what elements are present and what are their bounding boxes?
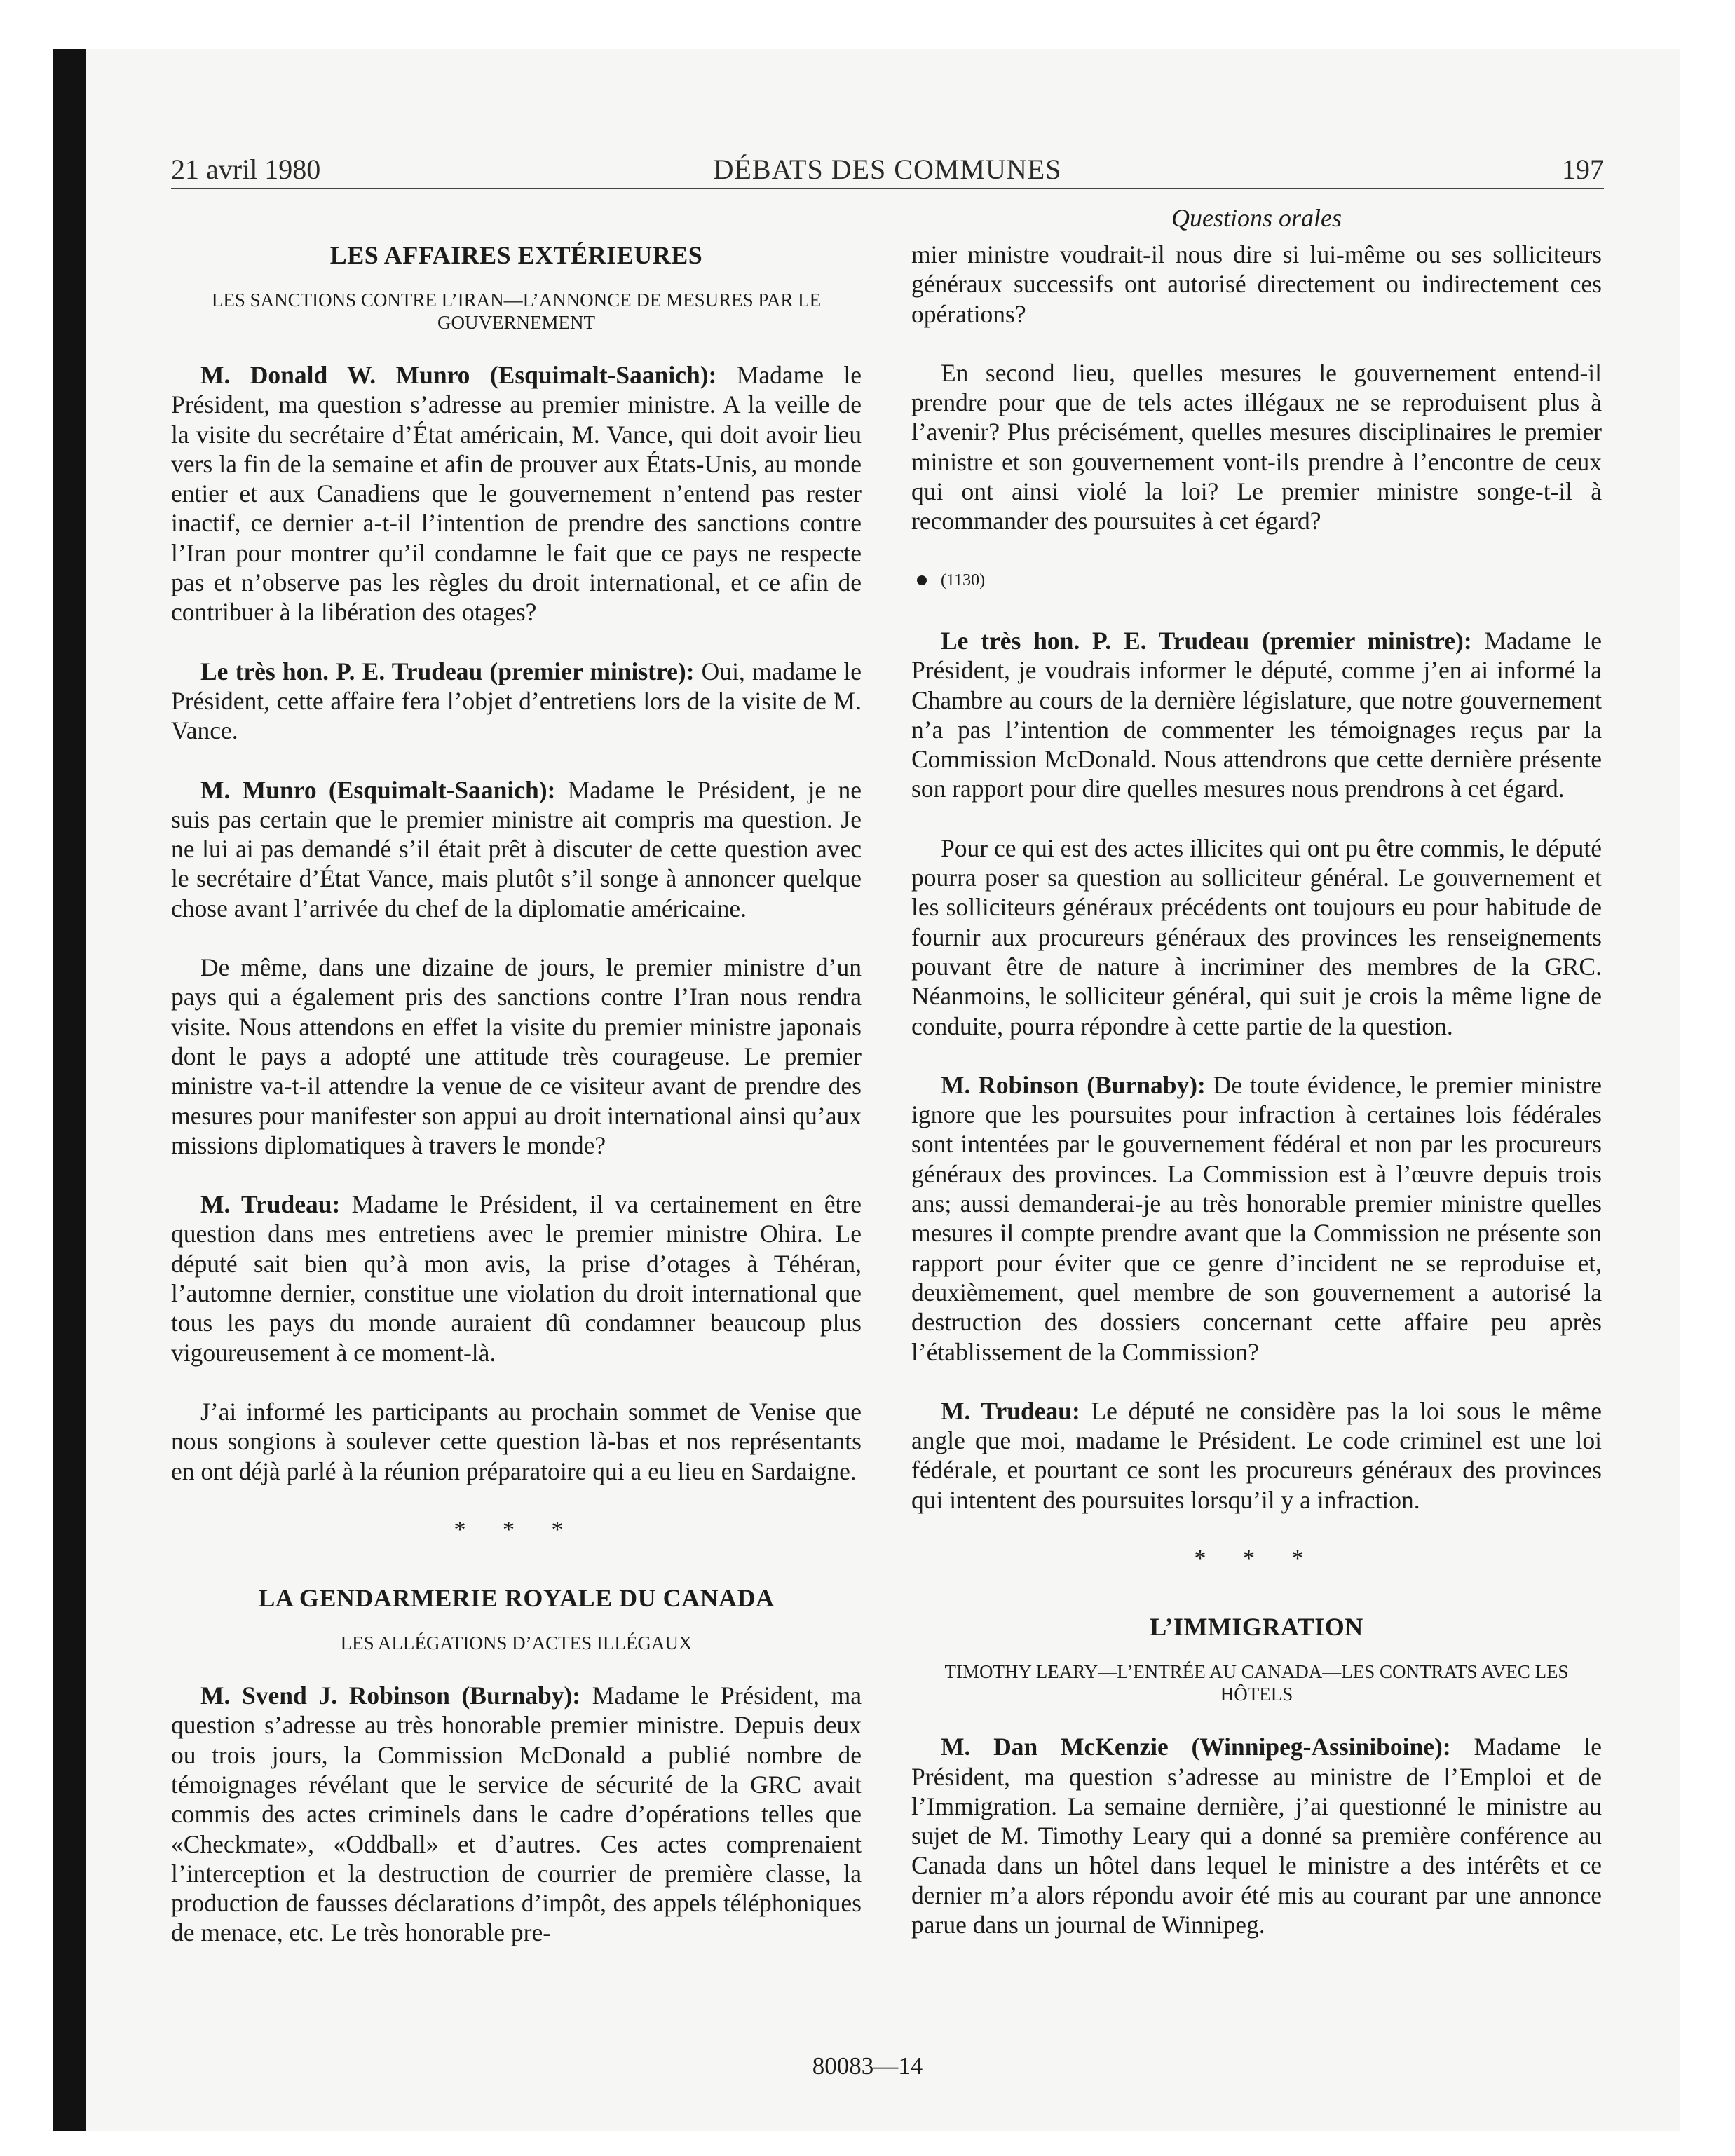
section-separator: * * * bbox=[1194, 1545, 1319, 1571]
header-page-number: 197 bbox=[1562, 153, 1604, 185]
paragraph bbox=[911, 1070, 1602, 1367]
paragraph bbox=[171, 1681, 862, 1948]
paragraph-text: De toute évidence, le premier ministre ignore que les poursuites pour infraction à certaines lois fédérales sont intentées par le gouvernement fédéral et non par les procureurs généraux des provinces. La Commission est à l’œuvre depuis trois ans; aussi demanderai-je au très honorable premier ministre quelles mesures il compte prendre avant que la Commission ne présente son rapport pour éviter que ce genre d’incident ne se reproduise et, deuxièmement, quel membre de son gouvernement a autorisé la destruction des dossiers concernant cette affaire peu après l’établissement de la Commission? bbox=[911, 1070, 1602, 1366]
header-title: DÉBATS DES COMMUNES bbox=[713, 153, 1062, 185]
paragraph-text: Madame le Président, je ne suis pas certain que le premier ministre ait compris ma question. Je ne lui ai pas demandé s’il était prêt à discuter de cette question avec le secrétaire d’État Vance, mais plutôt s’il songe à annoncer quelque chose avant l’arrivée du chef de la diplomatie américaine. bbox=[171, 775, 862, 922]
paragraph: En second lieu, quelles mesures le gouvernement entend-il prendre pour que de tels actes illégaux ne se reproduisent plus à l’avenir? Plus précisément, quelles mesures disciplinaires le premier ministre et son gouvernement vont-ils prendre à l’encontre de ceux qui ont ainsi violé la loi? Le premier ministre songe-t-il à recommander des poursuites à cet égard? bbox=[911, 358, 1602, 535]
speaker-name: M. Donald W. Munro (Esquimalt-Saanich): bbox=[200, 361, 717, 389]
timestamp bbox=[917, 566, 1602, 595]
speaker-name: M. Trudeau: bbox=[941, 1396, 1080, 1425]
footer-code: 80083—14 bbox=[812, 2052, 923, 2080]
speaker-name: M. Dan McKenzie (Winnipeg-Assiniboine): bbox=[941, 1733, 1451, 1761]
bullet-icon bbox=[917, 575, 927, 585]
paragraph bbox=[911, 1732, 1602, 1939]
speaker-name: Le très hon. P. E. Trudeau (premier ministre): bbox=[200, 657, 695, 685]
left-column bbox=[171, 203, 862, 1977]
paragraph-text: Madame le Président, ma question s’adresse au très honorable premier ministre. Depuis deux ou trois jours, la Commission McDonald a publié nombre de témoignages révélant que le service de sécurité de la GRC avait commis des actes criminels dans le cadre d’opérations telles que «Checkmate», «Oddball» et d’autres. Ces actes comprenaient l’interception et la destruction de courrier de première classe, la production de fausses déclarations d’impôt, des appels téléphoniques de menace, etc. Le très honorable pre- bbox=[171, 1681, 862, 1947]
paragraph: Pour ce qui est des actes illicites qui ont pu être commis, le député pourra poser sa question au solliciteur général. Le gouvernement et les solliciteurs généraux précédents ont toujours eu pour habitude de fournir aux procureurs généraux des provinces les renseignements pouvant être de nature à incriminer des membres de la GRC. Néanmoins, le solliciteur général, qui suit je crois la même ligne de conduite, pourra répondre à cette partie de la question. bbox=[911, 833, 1602, 1040]
section-subhead: LES ALLÉGATIONS D’ACTES ILLÉGAUX bbox=[340, 1632, 693, 1654]
right-column bbox=[911, 203, 1602, 1969]
speaker-name: M. Trudeau: bbox=[200, 1190, 341, 1219]
section-separator: * * * bbox=[454, 1516, 579, 1543]
section-title: L’IMMIGRATION bbox=[1150, 1613, 1363, 1642]
section-title: LA GENDARMERIE ROYALE DU CANADA bbox=[258, 1584, 775, 1613]
speaker-name: M. Svend J. Robinson (Burnaby): bbox=[200, 1681, 581, 1710]
speaker-name: M. Robinson (Burnaby): bbox=[941, 1070, 1206, 1099]
paragraph-text: Le député ne considère pas la loi sous le même angle que moi, madame le Président. Le code criminel est une loi fédérale, et pourtant ce sont les procureurs généraux des provinces qui intentent des poursuites lorsqu’il y a infraction. bbox=[911, 1396, 1602, 1514]
header-rule bbox=[171, 188, 1604, 189]
paragraph-text: Madame le Président, il va certainement en être question dans mes entretiens avec le premier ministre Ohira. Le député sait bien qu’à mon avis, la prise d’otages à Téhéran, l’automne dernier, constitue une violation du droit international que tous les pays du monde auraient dû condamner beaucoup plus vigoureusement à ce moment-là. bbox=[171, 1190, 862, 1367]
section-title: LES AFFAIRES EXTÉRIEURES bbox=[329, 241, 703, 269]
section-subhead: TIMOTHY LEARY—L’ENTRÉE AU CANADA—LES CONTRATS AVEC LES HÔTELS bbox=[944, 1661, 1569, 1705]
paragraph bbox=[171, 657, 862, 746]
paragraph-text: Oui, madame le Président, cette affaire fera l’objet d’entretiens lors de la visite de M. Vance. bbox=[171, 657, 862, 745]
speaker-name: M. Munro (Esquimalt-Saanich): bbox=[200, 775, 556, 804]
paragraph bbox=[911, 1396, 1602, 1515]
running-head: Questions orales bbox=[1171, 204, 1342, 232]
section-subhead: LES SANCTIONS CONTRE L’IRAN—L’ANNONCE DE MESURES PAR LE GOUVERNEMENT bbox=[211, 289, 822, 333]
paragraph-text: Madame le Président, ma question s’adresse au ministre de l’Emploi et de l’Immigration. La semaine dernière, j’ai questionné le ministre au sujet de M. Timothy Leary qui a donné sa première conférence au Canada dans un hôtel dans lequel le ministre a des intérêts et ce dernier m’a alors répondu avoir été mis au courant par une annonce parue dans un journal de Winnipeg. bbox=[911, 1733, 1603, 1939]
binding-edge bbox=[53, 49, 86, 2131]
paragraph bbox=[911, 626, 1602, 804]
paragraph bbox=[171, 775, 862, 923]
paragraph: mier ministre voudrait-il nous dire si lui-même ou ses solliciteurs généraux successifs ont autorisé directement ou indirectement ces opérations? bbox=[911, 240, 1602, 328]
timestamp-text: (1130) bbox=[941, 571, 986, 589]
page-header bbox=[171, 153, 1604, 189]
speaker-name: Le très hon. P. E. Trudeau (premier ministre): bbox=[941, 626, 1472, 655]
paragraph: J’ai informé les participants au prochain sommet de Venise que nous songions à soulever cette question là-bas et nos représentants en ont déjà parlé à la réunion préparatoire qui a eu lieu en Sardaigne. bbox=[171, 1397, 862, 1485]
header-date: 21 avril 1980 bbox=[171, 153, 321, 185]
paragraph bbox=[171, 360, 862, 627]
paragraph: De même, dans une dizaine de jours, le premier ministre d’un pays qui a également pris des sanctions contre l’Iran nous rendra visite. Nous attendons en effet la visite du premier ministre japonais dont le pays a adopté une attitude très courageuse. Le premier ministre va-t-il attendre la venue de ce visiteur avant de prendre des mesures pour manifester son appui au droit international ainsi qu’aux missions diplomatiques à travers le monde? bbox=[171, 953, 862, 1159]
paragraph-text: Madame le Président, ma question s’adresse au premier ministre. A la veille de la visite du secrétaire d’État américain, M. Vance, qui doit avoir lieu vers la fin de la semaine et afin de prouver aux États-Unis, au monde entier et aux Canadiens que le gouvernement n’entend pas rester inactif, ce dernier a-t-il l’intention de prendre des sanctions contre l’Iran pour montrer qu’il condamne le fait que ce pays ne respecte pas et n’observe pas les règles du droit international, et ce afin de contribuer à la libération des otages? bbox=[171, 361, 862, 627]
paragraph bbox=[171, 1189, 862, 1367]
paragraph-text: Madame le Président, je voudrais informer le député, comme j’en ai informé la Chambre au cours de la dernière législature, que notre gouvernement n’a pas l’intention de commenter les témoignages reçus par la Commission McDonald. Nous attendrons que cette dernière présente son rapport pour dire quelles mesures nous prendrons à cet égard. bbox=[911, 626, 1602, 803]
